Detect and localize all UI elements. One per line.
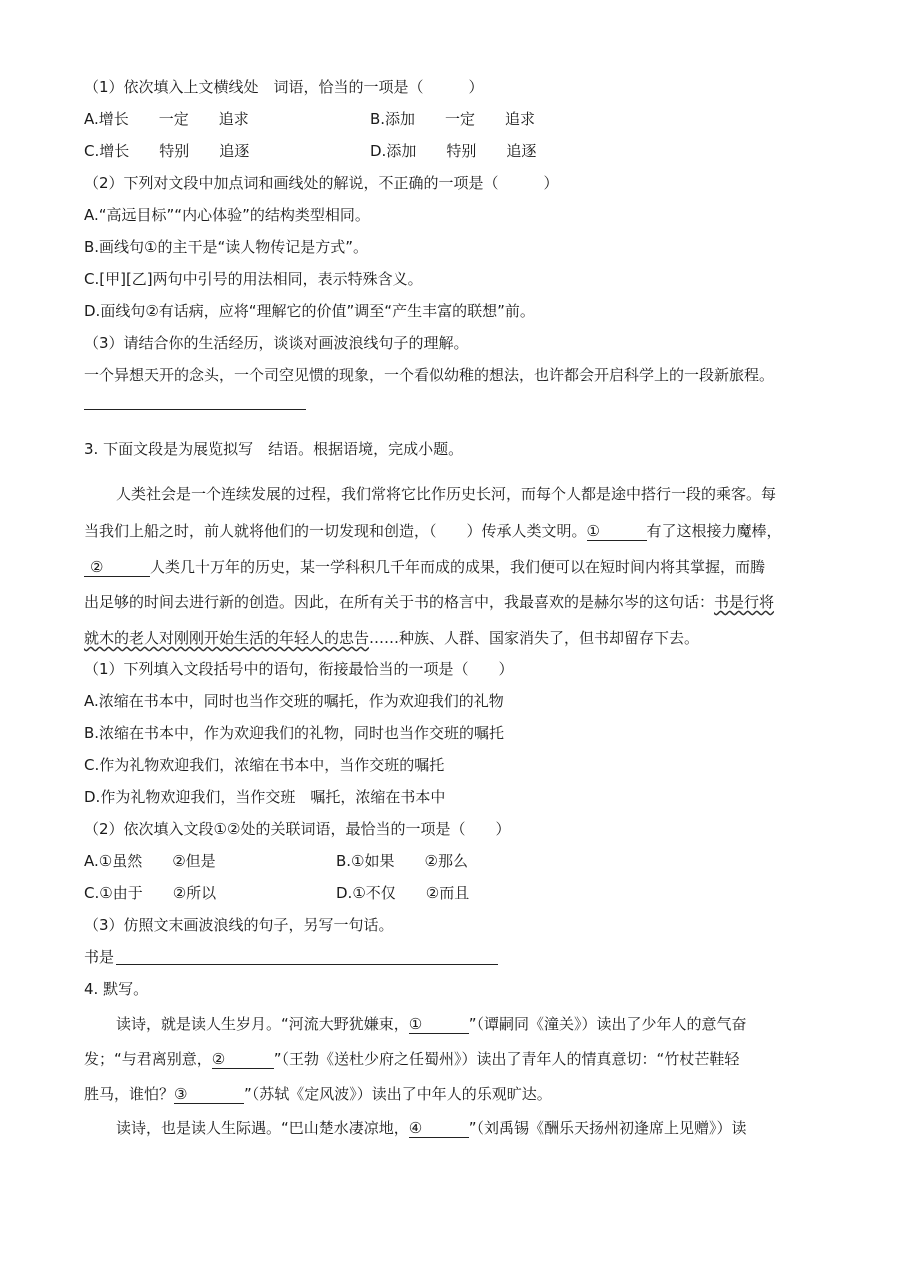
q3-passage-line-5 bbox=[84, 628, 699, 648]
q2-sub2-option-c: C.[甲][乙]两句中引号的用法相同，表示特殊含义。 bbox=[84, 270, 423, 288]
q3-sub1-stem: （1）下列填入文段括号中的语句，衔接最恰当的一项是（ ） bbox=[84, 660, 514, 678]
q3-sub1-option-b: B.浓缩在书本中，作为欢迎我们的礼物，同时也当作交班的嘱托 bbox=[84, 724, 505, 742]
q2-sub1-stem: （1）依次填入上文横线处 词语，恰当的一项是（ ） bbox=[84, 78, 484, 96]
q2-sub2-option-b: B.画线句①的主干是“读人物传记是方式”。 bbox=[84, 238, 369, 256]
q4-para1-line-2 bbox=[84, 1049, 739, 1069]
q3-blank-2[interactable]: ② bbox=[84, 558, 150, 577]
q3-sub3-stem: （3）仿照文末画波浪线的句子，另写一句话。 bbox=[84, 916, 394, 934]
q3-sub2-stem: （2）依次填入文段①②处的关联词语，最恰当的一项是（ ） bbox=[84, 820, 511, 838]
q3-heading: 3. 下面文段是为展览拟写 结语。根据语境，完成小题。 bbox=[84, 440, 464, 458]
q2-sub1-option-a: A.增长 一定 追求 bbox=[84, 110, 249, 128]
q3-passage-text: 出足够的时间去进行新的创造。因此，在所有关于书的格言中，我最喜欢的是赫尔岑的这句话： bbox=[84, 593, 715, 611]
q3-passage-text: ……种族、人群、国家消失了，但书却留存下去。 bbox=[369, 629, 700, 647]
q3-passage-line-1: 人类社会是一个连续发展的过程，我们常将它比作历史长河，而每个人都是途中搭行一段的乘客。每 bbox=[116, 485, 777, 503]
q4-heading: 4. 默写。 bbox=[84, 980, 149, 998]
q2-sub2-stem: （2）下列对文段中加点词和画线处的解说，不正确的一项是（ ） bbox=[84, 174, 559, 192]
q4-text: 发；“与君离别意， bbox=[84, 1050, 212, 1068]
q4-para2-line-1 bbox=[116, 1118, 747, 1138]
q2-sub1-option-d: D.添加 特别 追逐 bbox=[370, 142, 537, 160]
q3-answer-line[interactable] bbox=[116, 964, 498, 965]
q4-text: ”（苏轼《定风波》）读出了中年人的乐观旷达。 bbox=[244, 1085, 552, 1103]
q3-sub1-option-c: C.作为礼物欢迎我们，浓缩在书本中，当作交班的嘱托 bbox=[84, 756, 445, 774]
q3-passage-text: 人类几十万年的历史，某一学科积几千年而成的成果，我们便可以在短时间内将其掌握，而腾 bbox=[150, 558, 766, 576]
q4-text: 读诗，就是读人生岁月。“河流大野犹嫌束， bbox=[116, 1015, 409, 1033]
q2-sub1-option-b: B.添加 一定 追求 bbox=[370, 110, 536, 128]
q3-sub2-option-a: A.①虽然 ②但是 bbox=[84, 852, 216, 870]
q4-para1-line-1 bbox=[116, 1014, 747, 1034]
q3-sub2-option-c: C.①由于 ②所以 bbox=[84, 884, 217, 902]
q2-sub2-option-d: D.面线句②有话病，应将“理解它的价值”调至“产生丰富的联想”前。 bbox=[84, 302, 535, 320]
q2-sub1-option-c: C.增长 特别 追逐 bbox=[84, 142, 250, 160]
q2-sub3-sentence: 一个异想天开的念头，一个司空见惯的现象，一个看似幼稚的想法，也许都会开启科学上的一段新旅程。 bbox=[84, 366, 775, 384]
q3-wavy-sentence-part-2: 就木的老人对刚刚开始生活的年轻人的忠告 bbox=[84, 629, 370, 647]
q3-sub3-prefix: 书是 bbox=[84, 948, 115, 966]
q4-text: ”（谭嗣同《潼关》）读出了少年人的意气奋 bbox=[468, 1015, 747, 1033]
q3-passage-line-4 bbox=[84, 592, 774, 612]
q4-blank-3[interactable]: ③ bbox=[174, 1085, 244, 1104]
q3-sub1-option-d: D.作为礼物欢迎我们，当作交班 嘱托，浓缩在书本中 bbox=[84, 788, 446, 806]
q3-wavy-sentence-part-1: 书是行将 bbox=[714, 593, 775, 611]
q4-blank-1[interactable]: ① bbox=[409, 1015, 469, 1034]
q2-sub3-stem: （3）请结合你的生活经历，谈谈对画波浪线句子的理解。 bbox=[84, 334, 469, 352]
q3-sub1-option-a: A.浓缩在书本中，同时也当作交班的嘱托，作为欢迎我们的礼物 bbox=[84, 692, 504, 710]
q2-answer-line[interactable] bbox=[84, 409, 306, 410]
q4-blank-4[interactable]: ④ bbox=[409, 1119, 469, 1138]
q4-text: ”（刘禹锡《酬乐天扬州初逢席上见赠》）读 bbox=[468, 1119, 747, 1137]
q4-text: 胜马，谁怕？ bbox=[84, 1085, 175, 1103]
q3-passage-text: 当我们上船之时，前人就将他们的一切发现和创造，（ ）传承人类文明。 bbox=[84, 522, 587, 540]
q4-text: 读诗，也是读人生际遇。“巴山楚水凄凉地， bbox=[116, 1119, 409, 1137]
q4-text: ”（王勃《送杜少府之任蜀州》）读出了青年人的情真意切：“竹杖芒鞋轻 bbox=[273, 1050, 740, 1068]
q3-passage-line-3 bbox=[84, 557, 765, 577]
q3-sub2-option-d: D.①不仅 ②而且 bbox=[336, 884, 470, 902]
q3-passage-line-2 bbox=[84, 521, 782, 541]
q3-passage-text: 有了这根接力魔棒， bbox=[646, 522, 782, 540]
q4-blank-2[interactable]: ② bbox=[212, 1050, 274, 1069]
q4-para1-line-3 bbox=[84, 1084, 552, 1104]
q3-blank-1[interactable]: ① bbox=[587, 522, 647, 541]
q2-sub2-option-a: A.“高远目标”“内心体验”的结构类型相同。 bbox=[84, 206, 370, 224]
q3-sub2-option-b: B.①如果 ②那么 bbox=[336, 852, 468, 870]
